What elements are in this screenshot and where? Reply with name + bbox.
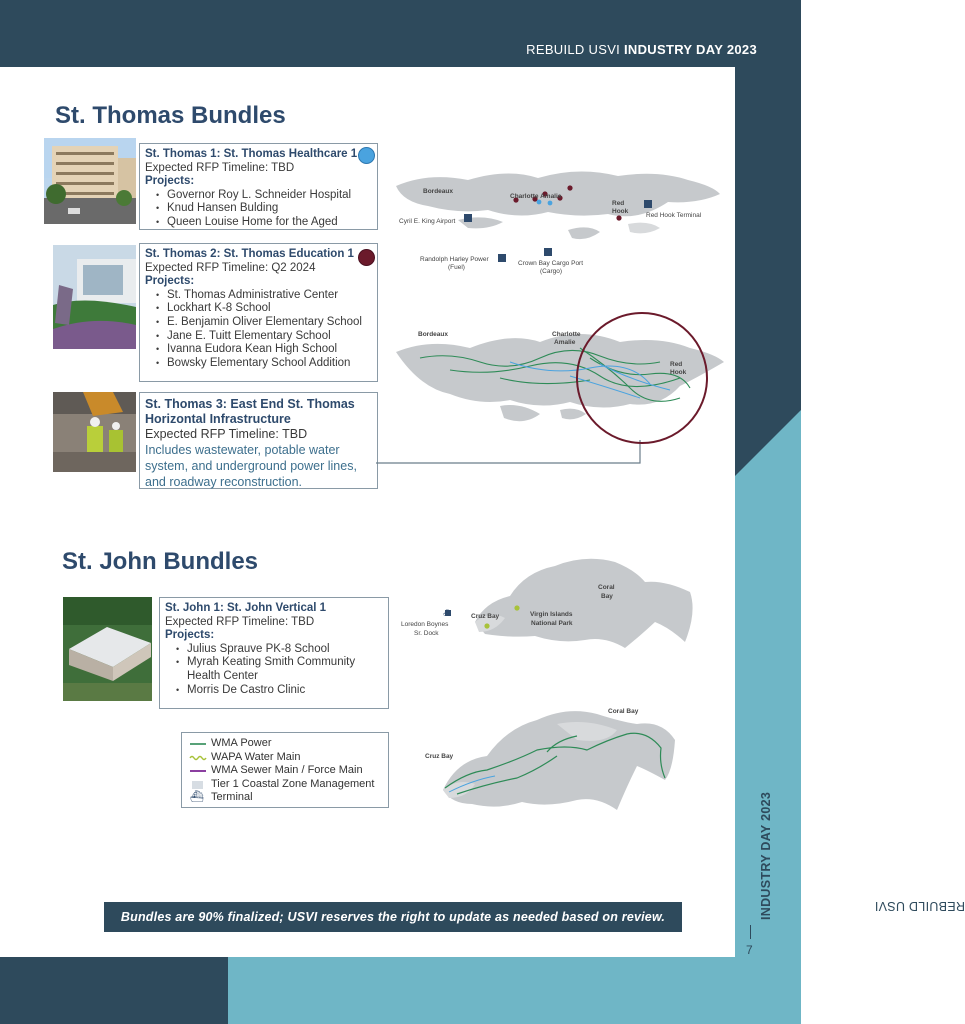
map-label-loredon-1: Loredon Boynes bbox=[401, 621, 449, 628]
project-item: • Ivanna Eudora Kean High School bbox=[167, 343, 372, 357]
education-marker-dot bbox=[358, 249, 375, 266]
project-item: • Myrah Keating Smith Community Health Center bbox=[187, 656, 383, 683]
legend-swatch-zone bbox=[190, 781, 206, 789]
legend-swatch-water bbox=[190, 754, 206, 762]
map-label-power-1: Randolph Harley Power bbox=[420, 256, 489, 263]
legend-label: WMA Sewer Main / Force Main bbox=[211, 764, 363, 776]
terminal-icon: ⛴ bbox=[190, 791, 204, 803]
footer-band-teal bbox=[228, 957, 801, 1024]
bundle-title-line1: St. Thomas 3: East End St. Thomas bbox=[145, 397, 355, 411]
healthcare-marker-dot bbox=[358, 147, 375, 164]
map-legend bbox=[181, 732, 389, 808]
project-item: • St. Thomas Administrative Center bbox=[167, 289, 372, 303]
bundle-title: St. John 1: St. John Vertical 1 bbox=[165, 602, 327, 614]
side-title: REBUILD USVI INDUSTRY DAY 2023 bbox=[759, 791, 965, 920]
project-item: • Julius Sprauve PK-8 School bbox=[187, 643, 383, 657]
st-john-photo bbox=[63, 597, 152, 701]
side-band-accent bbox=[735, 410, 801, 476]
bundle-title: St. Thomas 2: St. Thomas Education 1 bbox=[145, 248, 354, 260]
map-label-coral-2: Bay bbox=[601, 593, 613, 600]
map-label-power-2: (Fuel) bbox=[448, 264, 465, 271]
map-label-red-hook-2: Hook bbox=[612, 208, 629, 215]
legend-item-power bbox=[190, 737, 380, 751]
st-john-infrastructure-map bbox=[437, 700, 683, 825]
legend-item-water bbox=[190, 751, 380, 765]
disclaimer-banner: Bundles are 90% finalized; USVI reserves the right to update as needed based on review. bbox=[104, 902, 682, 932]
legend-item-zone bbox=[190, 778, 380, 792]
terminal-icon: ⛴ bbox=[443, 610, 452, 617]
legend-label: Tier 1 Coastal Zone Management bbox=[211, 777, 375, 790]
bundle-card-healthcare bbox=[139, 143, 378, 230]
side-divider bbox=[750, 925, 751, 939]
footer-band-dark bbox=[0, 957, 228, 1024]
education-photo bbox=[53, 245, 136, 349]
bundle-rfp: Expected RFP Timeline: Q2 2024 bbox=[145, 261, 316, 274]
project-item: • Knud Hansen Bulding bbox=[167, 202, 372, 216]
map-label-vinp-2: National Park bbox=[531, 620, 573, 627]
projects-label: Projects: bbox=[145, 175, 195, 188]
map-label-coral-1: Coral bbox=[598, 584, 615, 591]
project-item: • Lockhart K-8 School bbox=[167, 302, 372, 316]
map-label-cruz-bay: Cruz Bay bbox=[471, 613, 500, 620]
map-label-bordeaux-2: Bordeaux bbox=[418, 331, 448, 338]
legend-label: Terminal bbox=[211, 791, 253, 803]
bundle-card-infrastructure bbox=[139, 392, 378, 489]
map-label-charlotte-2b: Amalie bbox=[554, 339, 576, 346]
map-label-airport: Cyril E. King Airport bbox=[399, 218, 456, 225]
bundle-title-line2: Horizontal Infrastructure bbox=[145, 412, 291, 426]
bundle-rfp: Expected RFP Timeline: TBD bbox=[165, 615, 315, 628]
construction-photo bbox=[53, 392, 136, 472]
legend-label: WAPA Water Main bbox=[211, 750, 301, 763]
project-item: • Queen Louise Home for the Aged bbox=[167, 216, 372, 230]
legend-item-sewer bbox=[190, 764, 380, 778]
map-label-loredon-2: Sr. Dock bbox=[414, 630, 439, 637]
header-title: REBUILD USVI INDUSTRY DAY 2023 bbox=[526, 42, 757, 57]
map-label-port-2: (Cargo) bbox=[540, 268, 563, 275]
project-item: • E. Benjamin Oliver Elementary School bbox=[167, 316, 372, 330]
st-john-facilities-map bbox=[465, 552, 700, 652]
st-john-heading: St. John Bundles bbox=[62, 548, 259, 575]
project-item: • Governor Roy L. Schneider Hospital bbox=[167, 189, 372, 203]
map-label-charlotte-amalie: Charlotte Amalie bbox=[510, 193, 562, 200]
bundle-rfp: Expected RFP Timeline: TBD bbox=[145, 161, 295, 174]
bundle-title: St. Thomas 1: St. Thomas Healthcare 1 bbox=[145, 148, 358, 160]
page-number: 7 bbox=[746, 943, 753, 957]
projects-label: Projects: bbox=[165, 629, 215, 642]
projects-label: Projects: bbox=[145, 275, 195, 288]
map-label-vinp-1: Virgin Islands bbox=[530, 611, 573, 618]
map-label-red-hook-1: Red bbox=[612, 200, 625, 207]
bundle-description: Includes wastewater, potable water system, and underground power lines, and roadway reconstruction. bbox=[145, 443, 357, 489]
project-item: • Morris De Castro Clinic bbox=[187, 684, 383, 698]
legend-swatch-sewer bbox=[190, 767, 206, 775]
project-item: • Jane E. Tuitt Elementary School bbox=[167, 330, 372, 344]
map-label-coral-bay: Coral Bay bbox=[608, 708, 639, 715]
bundle-rfp: Expected RFP Timeline: TBD bbox=[145, 427, 308, 441]
map-label-bordeaux: Bordeaux bbox=[423, 188, 453, 195]
map-label-port-1: Crown Bay Cargo Port bbox=[518, 260, 584, 267]
legend-item-terminal bbox=[190, 791, 380, 805]
map-label-charlotte-2a: Charlotte bbox=[552, 331, 581, 338]
map-label-red-hook-terminal: Red Hook Terminal bbox=[646, 212, 702, 219]
hospital-photo bbox=[44, 138, 136, 224]
bundle-card-st-john bbox=[159, 597, 389, 709]
project-item: • Bowsky Elementary School Addition bbox=[167, 357, 372, 371]
map-label-cruz-bay-2: Cruz Bay bbox=[425, 753, 454, 760]
map-label-red-hook-2b: Hook bbox=[670, 369, 687, 376]
map-label-red-hook-2a: Red bbox=[670, 361, 683, 368]
legend-swatch-power bbox=[190, 740, 206, 748]
legend-label: WMA Power bbox=[211, 737, 272, 749]
st-thomas-heading: St. Thomas Bundles bbox=[55, 102, 286, 129]
bundle-card-education bbox=[139, 243, 378, 382]
